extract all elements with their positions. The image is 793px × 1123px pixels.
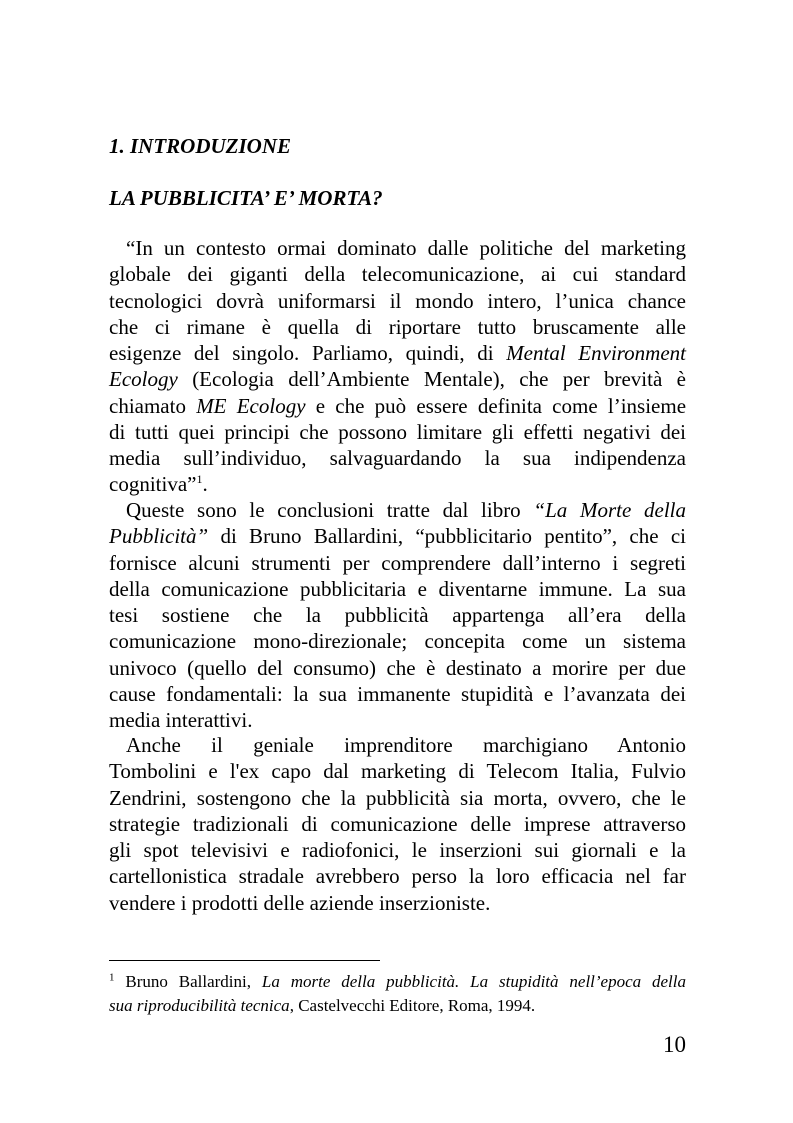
footnote [109, 970, 686, 1018]
text-run: (Ecologia dell’Ambiente Mentale), che per brevità è [177, 367, 686, 392]
subsection-heading: LA PUBBLICITA’ E’ MORTA? [109, 186, 383, 210]
paragraph-line [109, 393, 686, 419]
paragraph-line: tecnologici dovrà uniformarsi il mondo intero, l’unica chance [109, 288, 686, 313]
page-number: 10 [663, 1032, 686, 1057]
footnote-number: 1 [109, 971, 115, 984]
footnote-line [109, 970, 686, 994]
paragraph-line [109, 497, 686, 523]
italic-term: ME Ecology [196, 393, 306, 418]
paragraph-line: cartellonistica stradale avrebbero perso la loro efficacia nel far [109, 864, 686, 889]
paragraph-3 [109, 732, 686, 916]
paragraph-line [109, 340, 686, 366]
paragraph-line: fornisce alcuni strumenti per comprendere dall’interno i segreti [109, 550, 686, 575]
paragraph-line: Anche il geniale imprenditore marchigiano Antonio [126, 733, 686, 757]
paragraph-1 [109, 235, 686, 498]
italic-title: La morte della pubblicità. La stupidità nell’epoca della [261, 972, 687, 991]
text-run: . [202, 472, 208, 497]
paragraph-line [109, 366, 686, 392]
text-run: e che può essere definita come l’insieme [305, 393, 687, 418]
footnote-divider [109, 960, 380, 961]
text-run: cognitiva” [109, 472, 197, 497]
paragraph-line: cause fondamentali: la sua immanente stupidità e l’avanzata dei [109, 681, 686, 706]
text-run: Queste sono le conclusioni tratte dal libro [126, 498, 534, 522]
paragraph-line: media interattivi. [109, 708, 253, 732]
paragraph-line [109, 471, 686, 497]
paragraph-2 [109, 497, 686, 733]
paragraph-line: globale dei giganti della telecomunicazione, ai cui standard [109, 262, 686, 287]
italic-term: Mental Environment [506, 341, 687, 365]
paragraph-line: “In un contesto ormai dominato dalle politiche del marketing [126, 236, 686, 260]
document-page [109, 0, 686, 1123]
footnote-line [109, 994, 686, 1018]
section-heading: 1. INTRODUZIONE [109, 134, 292, 158]
text-run: esigenze del singolo. Parliamo, quindi, di [109, 341, 507, 365]
paragraph-line: che ci rimane è quella di riportare tutto bruscamente alle [109, 314, 686, 339]
text-run: chiamato [109, 393, 197, 418]
paragraph-line: vendere i prodotti delle aziende inserzioniste. [109, 890, 491, 915]
text-run: Bruno Ballardini, [114, 972, 262, 991]
paragraph-line: strategie tradizionali di comunicazione delle imprese attraverso [109, 811, 686, 836]
text-run: di Bruno Ballardini, “pubblicitario pentito”, che ci [208, 524, 686, 549]
paragraph-line: della comunicazione pubblicitaria e diventarne immune. La sua [109, 576, 686, 601]
text-run: , Castelvecchi Editore, Roma, 1994. [289, 996, 536, 1015]
paragraph-line: Tombolini e l'ex capo dal marketing di Telecom Italia, Fulvio [109, 759, 686, 784]
paragraph-line: univoco (quello del consumo) che è destinato a morire per due [109, 655, 686, 680]
paragraph-line: tesi sostiene che la pubblicità appartenga all’era della [109, 603, 686, 627]
paragraph-line: di tutti quei principi che possono limitare gli effetti negativi dei [109, 419, 686, 444]
italic-title: sua riproducibilità tecnica [109, 996, 290, 1015]
paragraph-line: comunicazione mono-direzionale; concepita come un sistema [109, 629, 686, 654]
italic-term: “La Morte della [533, 498, 686, 522]
paragraph-line [109, 523, 686, 549]
italic-term: Pubblicità” [109, 524, 209, 549]
paragraph-line: Zendrini, sostengono che la pubblicità sia morta, ovvero, che le [109, 785, 686, 810]
italic-term: Ecology [109, 367, 178, 392]
footnote-reference: 1 [196, 472, 203, 487]
paragraph-line: gli spot televisivi e radiofonici, le inserzioni sui giornali e la [109, 838, 686, 862]
paragraph-line: media sull’individuo, salvaguardando la sua indipendenza [109, 446, 686, 470]
